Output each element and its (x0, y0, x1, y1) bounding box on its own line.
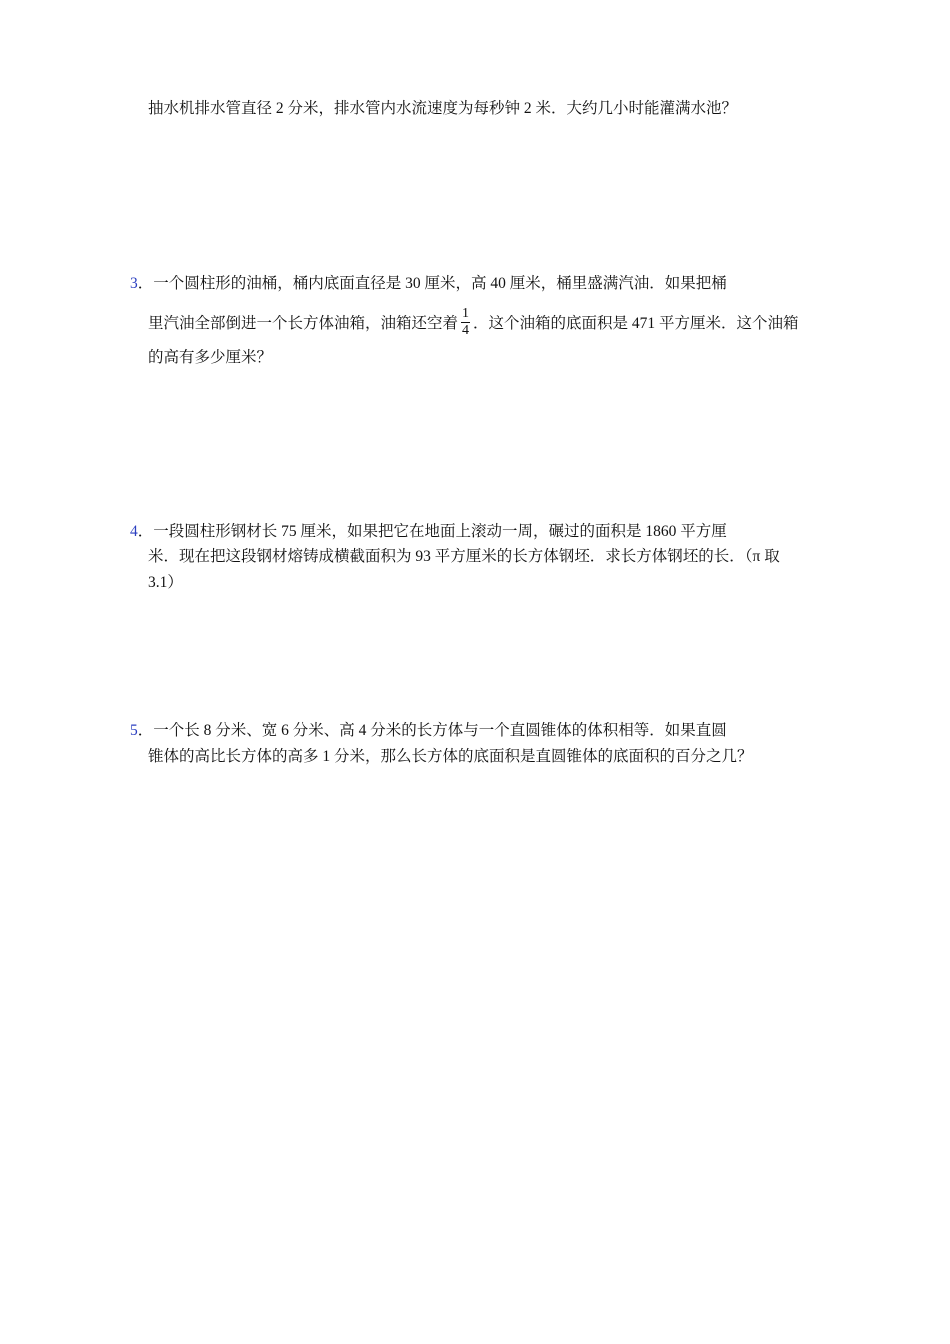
q4-line-3 (148, 572, 183, 594)
q5-text-1: ．一个长 8 分米、宽 6 分米、高 4 分米的长方体与一个直圆锥体的体积相等．如果直圆 (137, 722, 727, 739)
q4-text-2: 米．现在把这段钢材熔铸成横截面积为 93 平方厘米的长方体钢坯．求长方体钢坯的长．（π 取 (148, 548, 780, 565)
q3-number: 3 (130, 275, 138, 292)
q3-text-3: 的高有多少厘米？ (148, 349, 273, 366)
q4-text-3: 3.1） (148, 574, 183, 591)
q4-line-1 (130, 521, 727, 543)
fraction-one-quarter (461, 306, 470, 339)
q3-line-3 (148, 347, 272, 369)
q3-text-2a: 里汽油全部倒进一个长方体油箱，油箱还空着 (148, 315, 459, 333)
q5-number: 5 (130, 722, 138, 739)
q4-line-2 (148, 546, 780, 568)
fraction-denominator: 4 (462, 323, 470, 338)
q5-line-1 (130, 720, 727, 742)
q3-line-2 (148, 308, 799, 341)
q3-line-1 (130, 273, 727, 295)
q5-text-2: 锥体的高比长方体的高多 1 分米，那么长方体的底面积是直圆锥体的底面积的百分之几？ (148, 748, 753, 765)
q3-text-1: ．一个圆柱形的油桶，桶内底面直径是 30 厘米，高 40 厘米，桶里盛满汽油．如果把桶 (137, 275, 727, 292)
q4-number: 4 (130, 523, 138, 540)
q4-text-1: ．一段圆柱形钢材长 75 厘米，如果把它在地面上滚动一周，碾过的面积是 1860 平方厘 (137, 523, 727, 540)
q2-text-1: 抽水机排水管直径 2 分米，排水管内水流速度为每秒钟 2 米．大约几小时能灌满水池？ (148, 100, 738, 117)
q3-text-2b: ．这个油箱的底面积是 471 平方厘米．这个油箱 (473, 315, 799, 333)
fraction-numerator: 1 (462, 306, 470, 321)
q2-line-1 (148, 98, 737, 120)
q5-line-2 (148, 746, 753, 768)
